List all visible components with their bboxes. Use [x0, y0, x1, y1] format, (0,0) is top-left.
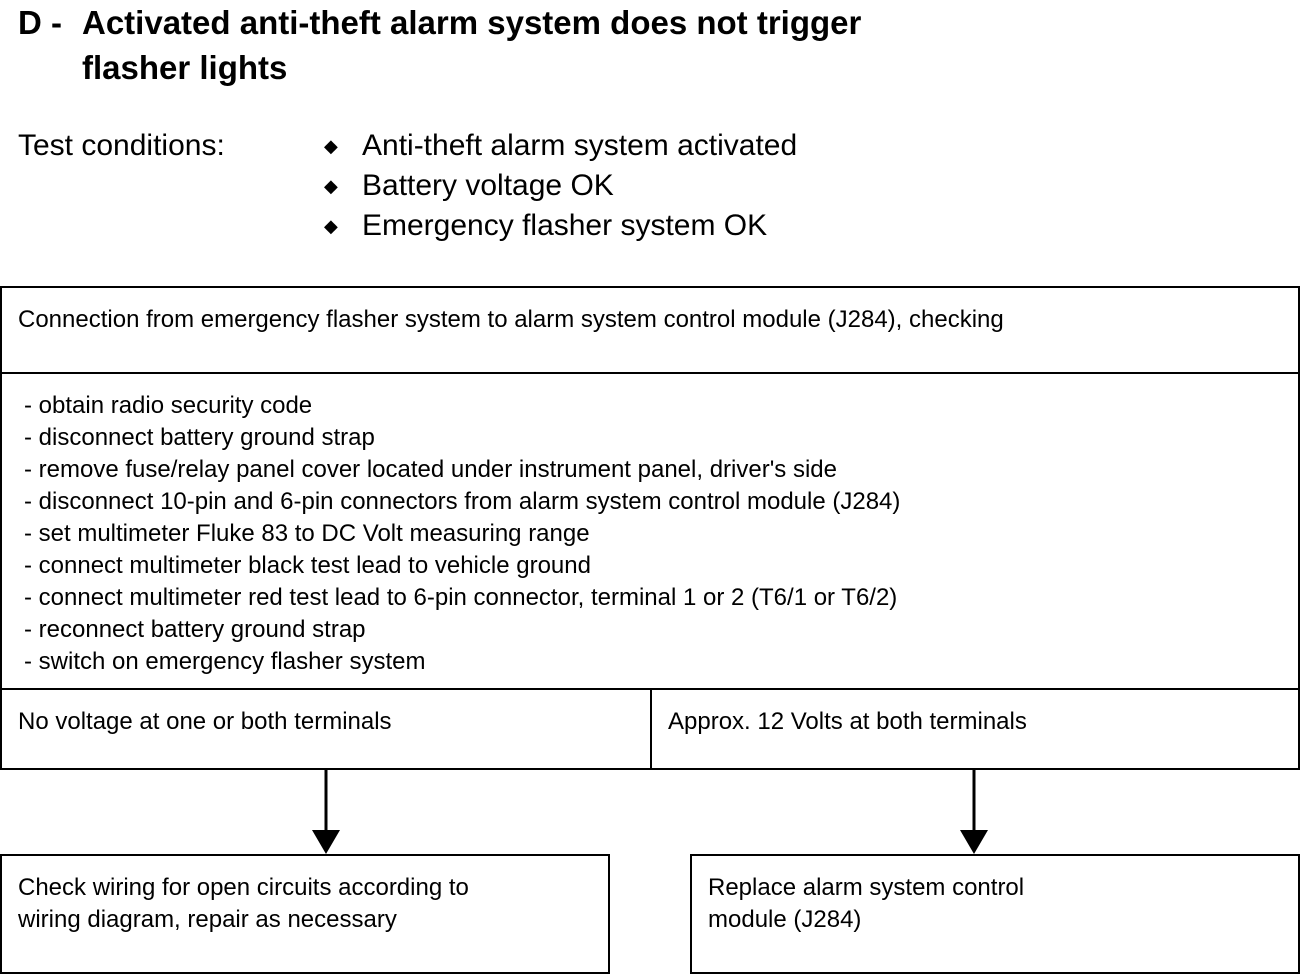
procedure-step: - set multimeter Fluke 83 to DC Volt measuring range — [24, 520, 590, 547]
procedure-step: - connect multimeter red test lead to 6-pin connector, terminal 1 or 2 (T6/1 or T6/2) — [24, 584, 898, 611]
action-check-wiring-line-1: Check wiring for open circuits according to — [18, 874, 469, 901]
diamond-bullet-icon: ◆ — [324, 216, 338, 236]
action-check-wiring-text — [18, 872, 598, 936]
test-condition-text: Emergency flasher system OK — [362, 209, 768, 242]
procedure-step: - obtain radio security code — [24, 392, 313, 419]
action-check-wiring-box — [0, 854, 610, 974]
procedure-step: - remove fuse/relay panel cover located under instrument panel, driver's side — [24, 456, 837, 483]
action-replace-module-line-1: Replace alarm system control — [708, 874, 1025, 901]
check-step-text: Connection from emergency flasher system to alarm system control module (J284), checking — [18, 306, 1004, 333]
result-no-voltage-text: No voltage at one or both terminals — [18, 708, 392, 735]
diamond-bullet-icon: ◆ — [324, 136, 338, 156]
procedure-step: - reconnect battery ground strap — [24, 616, 366, 643]
procedure-step: - disconnect 10-pin and 6-pin connectors from alarm system control module (J284) — [24, 488, 901, 515]
action-replace-module-line-2: module (J284) — [708, 906, 862, 933]
title-prefix: D - — [18, 4, 62, 41]
action-replace-module-text — [708, 872, 1288, 936]
test-condition-text: Battery voltage OK — [362, 169, 614, 202]
action-check-wiring-line-2: wiring diagram, repair as necessary — [18, 906, 397, 933]
arrow-right-head-icon — [960, 830, 988, 854]
title-line-1: Activated anti-theft alarm system does not trigger — [82, 4, 862, 41]
title-line-2: flasher lights — [82, 49, 288, 86]
action-replace-module-box — [690, 854, 1300, 974]
diamond-bullet-icon: ◆ — [324, 176, 338, 196]
test-condition-text: Anti-theft alarm system activated — [362, 129, 798, 162]
result-12-volts-text: Approx. 12 Volts at both terminals — [668, 708, 1027, 735]
arrow-left-head-icon — [312, 830, 340, 854]
procedure-step: - connect multimeter black test lead to vehicle ground — [24, 552, 591, 579]
test-conditions-label: Test conditions: — [18, 129, 225, 162]
procedure-step: - switch on emergency flasher system — [24, 648, 426, 675]
procedure-step: - disconnect battery ground strap — [24, 424, 375, 451]
